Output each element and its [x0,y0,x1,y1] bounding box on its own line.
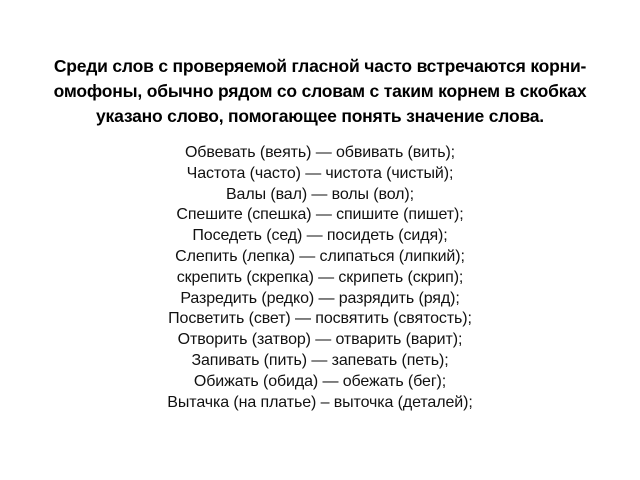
word-pair-line: Спешите (спешка) — спишите (пишет); [176,206,464,224]
word-pairs-list [20,143,620,413]
word-pair-line: скрепить (скрепка) — скрипеть (скрип); [176,268,464,286]
word-pair-line: Поседеть (сед) — посидеть (сидя); [192,227,448,245]
title-line: указано слово, помогающее понять значение слова. [96,106,544,126]
word-pair-line: Разредить (редко) — разрядить (ряд); [180,289,460,307]
word-pair-line: Посветить (свет) — посвятить (святость); [168,310,472,328]
word-pair-line: Слепить (лепка) — слипаться (липкий); [175,247,465,265]
word-pair-line: Обижать (обида) — обежать (бег); [193,372,447,390]
word-pair-line: Отворить (затвор) — отварить (варит); [177,331,463,349]
title-line: омофоны, обычно рядом со словам с таким корнем в скобках [53,81,587,101]
word-pair-line: Валы (вал) — волы (вол); [225,185,414,203]
slide-title [28,0,612,129]
word-pair-line: Обвевать (веять) — обвивать (вить); [184,144,456,161]
title-line: Среди слов с проверяемой гласной часто встречаются корни- [53,56,587,76]
word-pair-line: Частота (часто) — чистота (чистый); [186,164,454,182]
word-pair-line: Вытачка (на платье) – выточка (деталей); [167,393,473,411]
word-pair-line: Запивать (пить) — запевать (петь); [191,351,449,369]
